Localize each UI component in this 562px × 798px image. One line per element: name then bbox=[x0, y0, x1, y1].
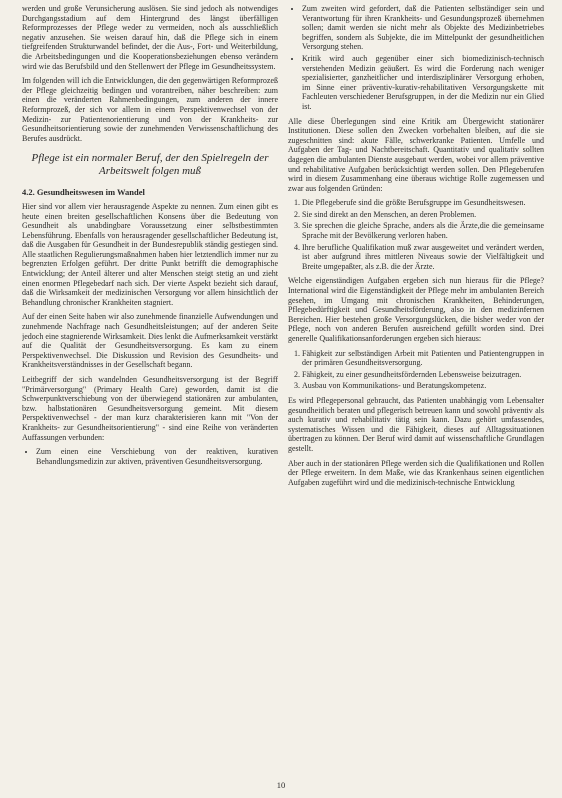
paragraph: Alle diese Überlegungen sind eine Kritik am Übergewicht stationärer Institutionen. Diese sollen den Zwecken vorbehalten bleiben, auf die sie zugeschnitten sind: akute Fälle, schwerkranke Patienten. Umfelle und Aufgaben der Tag- und Nachtbereitschaft. Quantitativ und qualitativ sollten dagegen die ambulanten Dienste ausgebaut werden, wobei vor allem präventive und rehabilitative Aufgaben berücksichtigt werden sollen. Den Pflegeberufen wird in diesem Zusammenhang eine überaus wichtige Rolle zugemessen und zwar aus folgenden Gründen: bbox=[288, 116, 544, 193]
paragraph: Hier sind vor allem vier herausragende Aspekte zu nennen. Zum einen gibt es heute einen breiten gesellschaftlichen Konsens über die Bedeutung von Gesundheit als unabdingbare Voraussetzung einer selbstbestimmten Lebensführung. Ebenfalls von herausragender gesellschaftlicher Bedeutung ist, daß die Ausgaben für Gesundheit in der Bundesrepublik ständig gestiegen sind. Alle staatlichen Regulierungsmaßnahmen haben hier letztendlich immer nur zu begrenzten Erfolgen geführt. Der dritte Punkt betrifft die demographische Entwicklung; der Anteil älterer und alter Menschen steigt stetig an und zieht einen enormen Pflegebedarf nach sich. Der vierte Aspekt bezieht sich darauf, daß die Wirksamkeit der medizinischen Versorgung vor allem hinsichtlich der Behandlung chronischer Krankheiten stagniert. bbox=[22, 201, 278, 307]
numbered-item: 3. Ausbau von Kommunikations- und Beratungskompetenz. bbox=[302, 381, 544, 391]
bullet-item: • Zum einen eine Verschiebung von der reaktiven, kurativen Behandlungsmedizin zur aktiven, präventiven Gesundheitsversorgung. bbox=[36, 447, 278, 466]
numbered-item: 4. Ihre berufliche Qualifikation muß zwar ausgeweitet und verändert werden, ist aber aufgrund ihres mittleren Niveaus sowie der Vielfältigkeit und Breite umgepaßter, als z.B. die der Ärzte. bbox=[302, 243, 544, 272]
numbered-item: 1. Die Pflegeberufe sind die größte Berufsgruppe im Gesundheitswesen. bbox=[302, 198, 544, 208]
bullet-list bbox=[22, 447, 278, 466]
numbered-list bbox=[288, 198, 544, 271]
numbered-list bbox=[288, 349, 544, 391]
paragraph: werden und große Verunsicherung auslösen. Sie sind jedoch als notwendiges Durchgangsstadium auf dem Hintergrund des längst überfälligen Reformprozesses der Pflege weder zu vermeiden, noch als ausschließlich negativ anzusehen. Sie weisen darauf hin, daß die Pflege sich in einem tiefgreifenden Strukturwandel befindet, der die Aus-, Fort- und Weiterbildung, die Arbeitsbedingungen und die Kooperationsbeziehungen ebenso verändern wird wie das Berufsbild und den Stellenwert der Pflege im Gesundheitssystem. bbox=[22, 4, 278, 71]
numbered-item: 1. Fähigkeit zur selbständigen Arbeit mit Patienten und Patientengruppen in der primären Gesundheitsversorgung. bbox=[302, 349, 544, 368]
section-heading: 4.2. Gesundheitswesen im Wandel bbox=[22, 187, 145, 198]
paragraph: Leitbegriff der sich wandelnden Gesundheitsversorgung ist der Begriff "Primärversorgung" (Primary Health Care) geworden, damit ist die Schwerpunktverschiebung von der überwiegend stationären zur ambulanten, bzw. halbstationären Gesundheitsversorgung gemeint. Mit diesem Perspektivenwechsel - der man kurz charakterisieren kann mit "Von der Krankheits- zur Gesundheitsorientierung" - sind eine Reihe von veränderten Auffassungen verbunden: bbox=[22, 375, 278, 442]
right-column bbox=[288, 4, 544, 764]
paragraph: Im folgenden will ich die Entwicklungen, die den gegenwärtigen Reformprozeß der Pflege gleichzeitig bedingen und vorantreiben, näher beschreiben: zum einen die veränderten Rahmenbedingungen, zum anderen der innere Reformprozeß, der sich vor allem in einem Perspektivenwechsel von der Medizin- zur Patientenorientierung und von der Krankheits- zur Gesundheitsorientierung sowie der zunehmenden Verwissenschaftlichung des Berufes ausdrückt. bbox=[22, 76, 278, 143]
pull-quote: Pflege ist ein normaler Beruf, der den Spielregeln der Arbeitswelt folgen muß bbox=[31, 152, 269, 178]
bullet-item: • Kritik wird auch gegenüber einer sich biomedizinisch-technisch verstehenden Medizin geäußert. Es wird die Forderung nach weniger spezialisierter, ganzheitlicher und interdisziplinärer Versorgung erhoben, im Sinne einer präventiv-kurativ-rehabilitativen Versorgungskette mit Fachleuten verschiedener Berufsgruppen, in der die Medizin nur ein Glied ist. bbox=[302, 54, 544, 112]
paragraph: Welche eigenständigen Aufgaben ergeben sich nun hieraus für die Pflege? International wird die Eigenständigkeit der Pflege mehr im ambulanten Bereich gesehen, im Umgang mit chronischen Krankheiten, Behinderungen, Pflegebedürftigkeit und Gesundheitsförderung, also in den medizinfernen Bereichen. Hier bestehen große Versorgungslücken, die bisher weder von der Pflege, noch von anderen Berufen ausreichend gefüllt worden sind. Drei generelle Qualifikationsanforderungen ergeben sich hieraus: bbox=[288, 276, 544, 343]
bullet-list bbox=[288, 4, 544, 112]
page-number: 10 bbox=[276, 780, 286, 790]
numbered-item: 2. Sie sind direkt an den Menschen, an deren Problemen. bbox=[302, 210, 544, 220]
paragraph: Es wird Pflegepersonal gebraucht, das Patienten unabhängig vom Lebensalter gesundheitlich beraten und pflegerisch betreuen kann und sowohl präventiv als auch kurativ und rehabilitativ tätig sein kann. Dazu gehört umfassendes, systematisches Wissen und die Fähigkeit, dieses auf Alltagssituationen übertragen zu können. Der Beruf wird damit auf wissenschaftliche Grundlagen gestellt. bbox=[288, 395, 544, 453]
paragraph: Aber auch in der stationären Pflege werden sich die Qualifikationen und Rollen der Pflege erweitern. In dem Maße, wie das Krankenhaus seinen eigentlichen Aufgaben zugeführt wird und die medizinisch-technische Entwicklung bbox=[288, 458, 544, 487]
numbered-item: 2. Fähigkeit, zu einer gesundheitsfördernden Lebensweise beizutragen. bbox=[302, 370, 544, 380]
text-columns bbox=[22, 4, 544, 764]
paragraph: Auf der einen Seite haben wir also zunehmende finanzielle Aufwendungen und zunehmende Nachfrage nach Gesundheitsleistungen; auf der anderen Seite jedoch eine stagnierende Wirksamkeit. Dies lenkt die Aufmerksamkeit verstärkt auf die Qualität der Gesundheitsversorgung. Es kam zu einem Perspektivenwechsel. Die Diskussion und Revision des Gesundheits- und Krankheitsverständnisses in der Gesellschaft begann. bbox=[22, 312, 278, 370]
bullet-item: • Zum zweiten wird gefordert, daß die Patienten selbständiger sein und Verantwortung für ihren Krankheits- und Gesundungsprozeß übernehmen sollen; damit werden sie nicht mehr als Objekte des Medizinbetriebes begriffen, sondern als Subjekte, die im Mittelpunkt der gesundheitlichen Versorgung stehen. bbox=[302, 4, 544, 52]
numbered-item: 3. Sie sprechen die gleiche Sprache, anders als die Ärzte,die die gemeinsame Sprache mit der Bevölkerung verloren haben. bbox=[302, 221, 544, 240]
left-column bbox=[22, 4, 278, 764]
